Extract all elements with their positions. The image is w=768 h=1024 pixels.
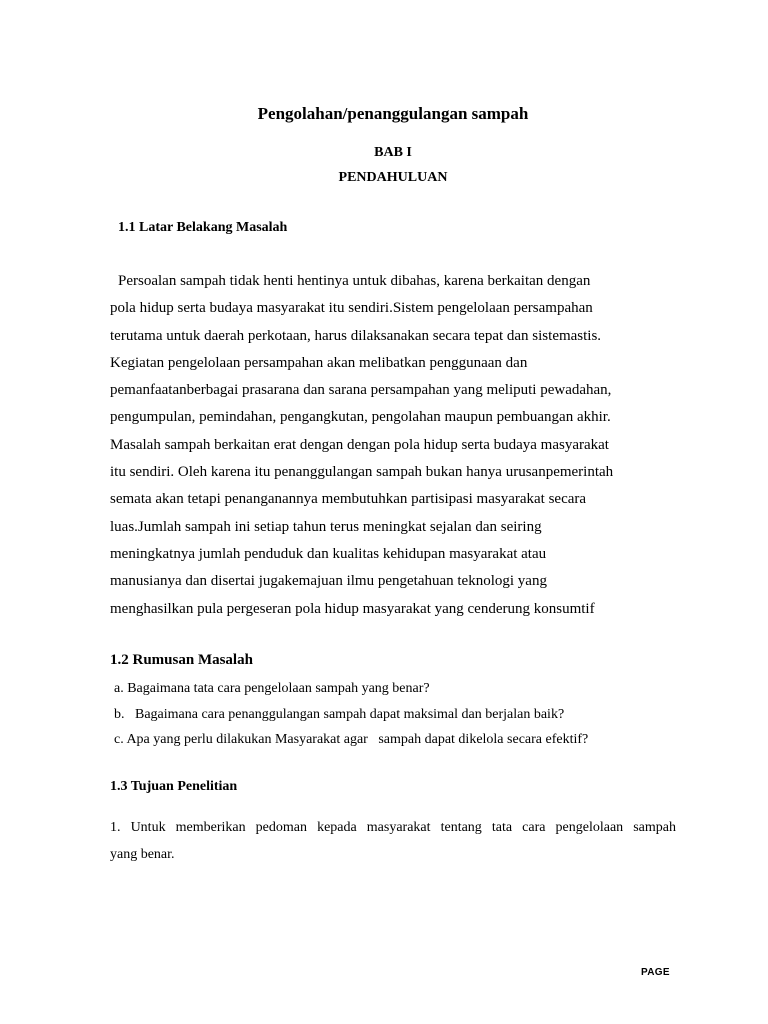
list-item: b. Bagaimana cara penanggulangan sampah dapat maksimal dan berjalan baik? — [114, 706, 565, 722]
section-heading-tujuan-penelitian: 1.3 Tujuan Penelitian — [110, 779, 238, 794]
document-title: Pengolahan/penanggulangan sampah — [257, 104, 529, 123]
section-heading-latar-belakang: 1.1 Latar Belakang Masalah — [118, 220, 288, 235]
list-item: c. Apa yang perlu dilakukan Masyarakat agar sampah dapat dikelola secara efektif? — [114, 732, 589, 747]
page-number-label: PAGE — [641, 967, 670, 978]
paragraph-line: 1. Untuk memberikan pedoman kepada masyarakat tentang tata cara pengelolaan sampah — [110, 820, 676, 835]
paragraph-line: terutama untuk daerah perkotaan, harus dilaksanakan secara tepat dan sistemastis. — [110, 327, 602, 344]
chapter-title: PENDAHULUAN — [338, 170, 448, 185]
paragraph-line: manusianya dan disertai jugakemajuan ilmu pengetahuan teknologi yang — [110, 573, 547, 590]
section-heading-rumusan-masalah: 1.2 Rumusan Masalah — [110, 652, 253, 668]
list-item: a. Bagaimana tata cara pengelolaan sampah yang benar? — [114, 681, 430, 696]
paragraph-line: yang benar. — [110, 847, 175, 862]
rumusan-masalah-list — [114, 676, 588, 753]
paragraph-line: itu sendiri. Oleh karena itu penanggulangan sampah bukan hanya urusanpemerintah — [110, 464, 614, 481]
tujuan-paragraph — [110, 814, 676, 868]
paragraph-line: meningkatnya jumlah penduduk dan kualitas kehidupan masyarakat atau — [110, 545, 547, 562]
paragraph-line: menghasilkan pula pergeseran pola hidup masyarakat yang cenderung konsumtif — [110, 600, 595, 617]
paragraph-line: luas.Jumlah sampah ini setiap tahun terus meningkat sejalan dan seiring — [110, 518, 542, 535]
paragraph-line: Persoalan sampah tidak henti hentinya untuk dibahas, karena berkaitan dengan — [118, 273, 591, 289]
latar-belakang-paragraph — [110, 268, 690, 623]
paragraph-line: pengumpulan, pemindahan, pengangkutan, pengolahan maupun pembuangan akhir. — [110, 409, 611, 426]
paragraph-line: Kegiatan pengelolaan persampahan akan melibatkan penggunaan dan — [110, 354, 528, 371]
paragraph-line: pemanfaatanberbagai prasarana dan sarana persampahan yang meliputi pewadahan, — [110, 382, 612, 399]
paragraph-line: Masalah sampah berkaitan erat dengan dengan pola hidup serta budaya masyarakat — [110, 436, 609, 453]
paragraph-line: pola hidup serta budaya masyarakat itu sendiri.Sistem pengelolaan persampahan — [110, 300, 593, 317]
chapter-number: BAB I — [374, 145, 412, 160]
paragraph-line: semata akan tetapi penanganannya membutuhkan partisipasi masyarakat secara — [110, 491, 587, 508]
